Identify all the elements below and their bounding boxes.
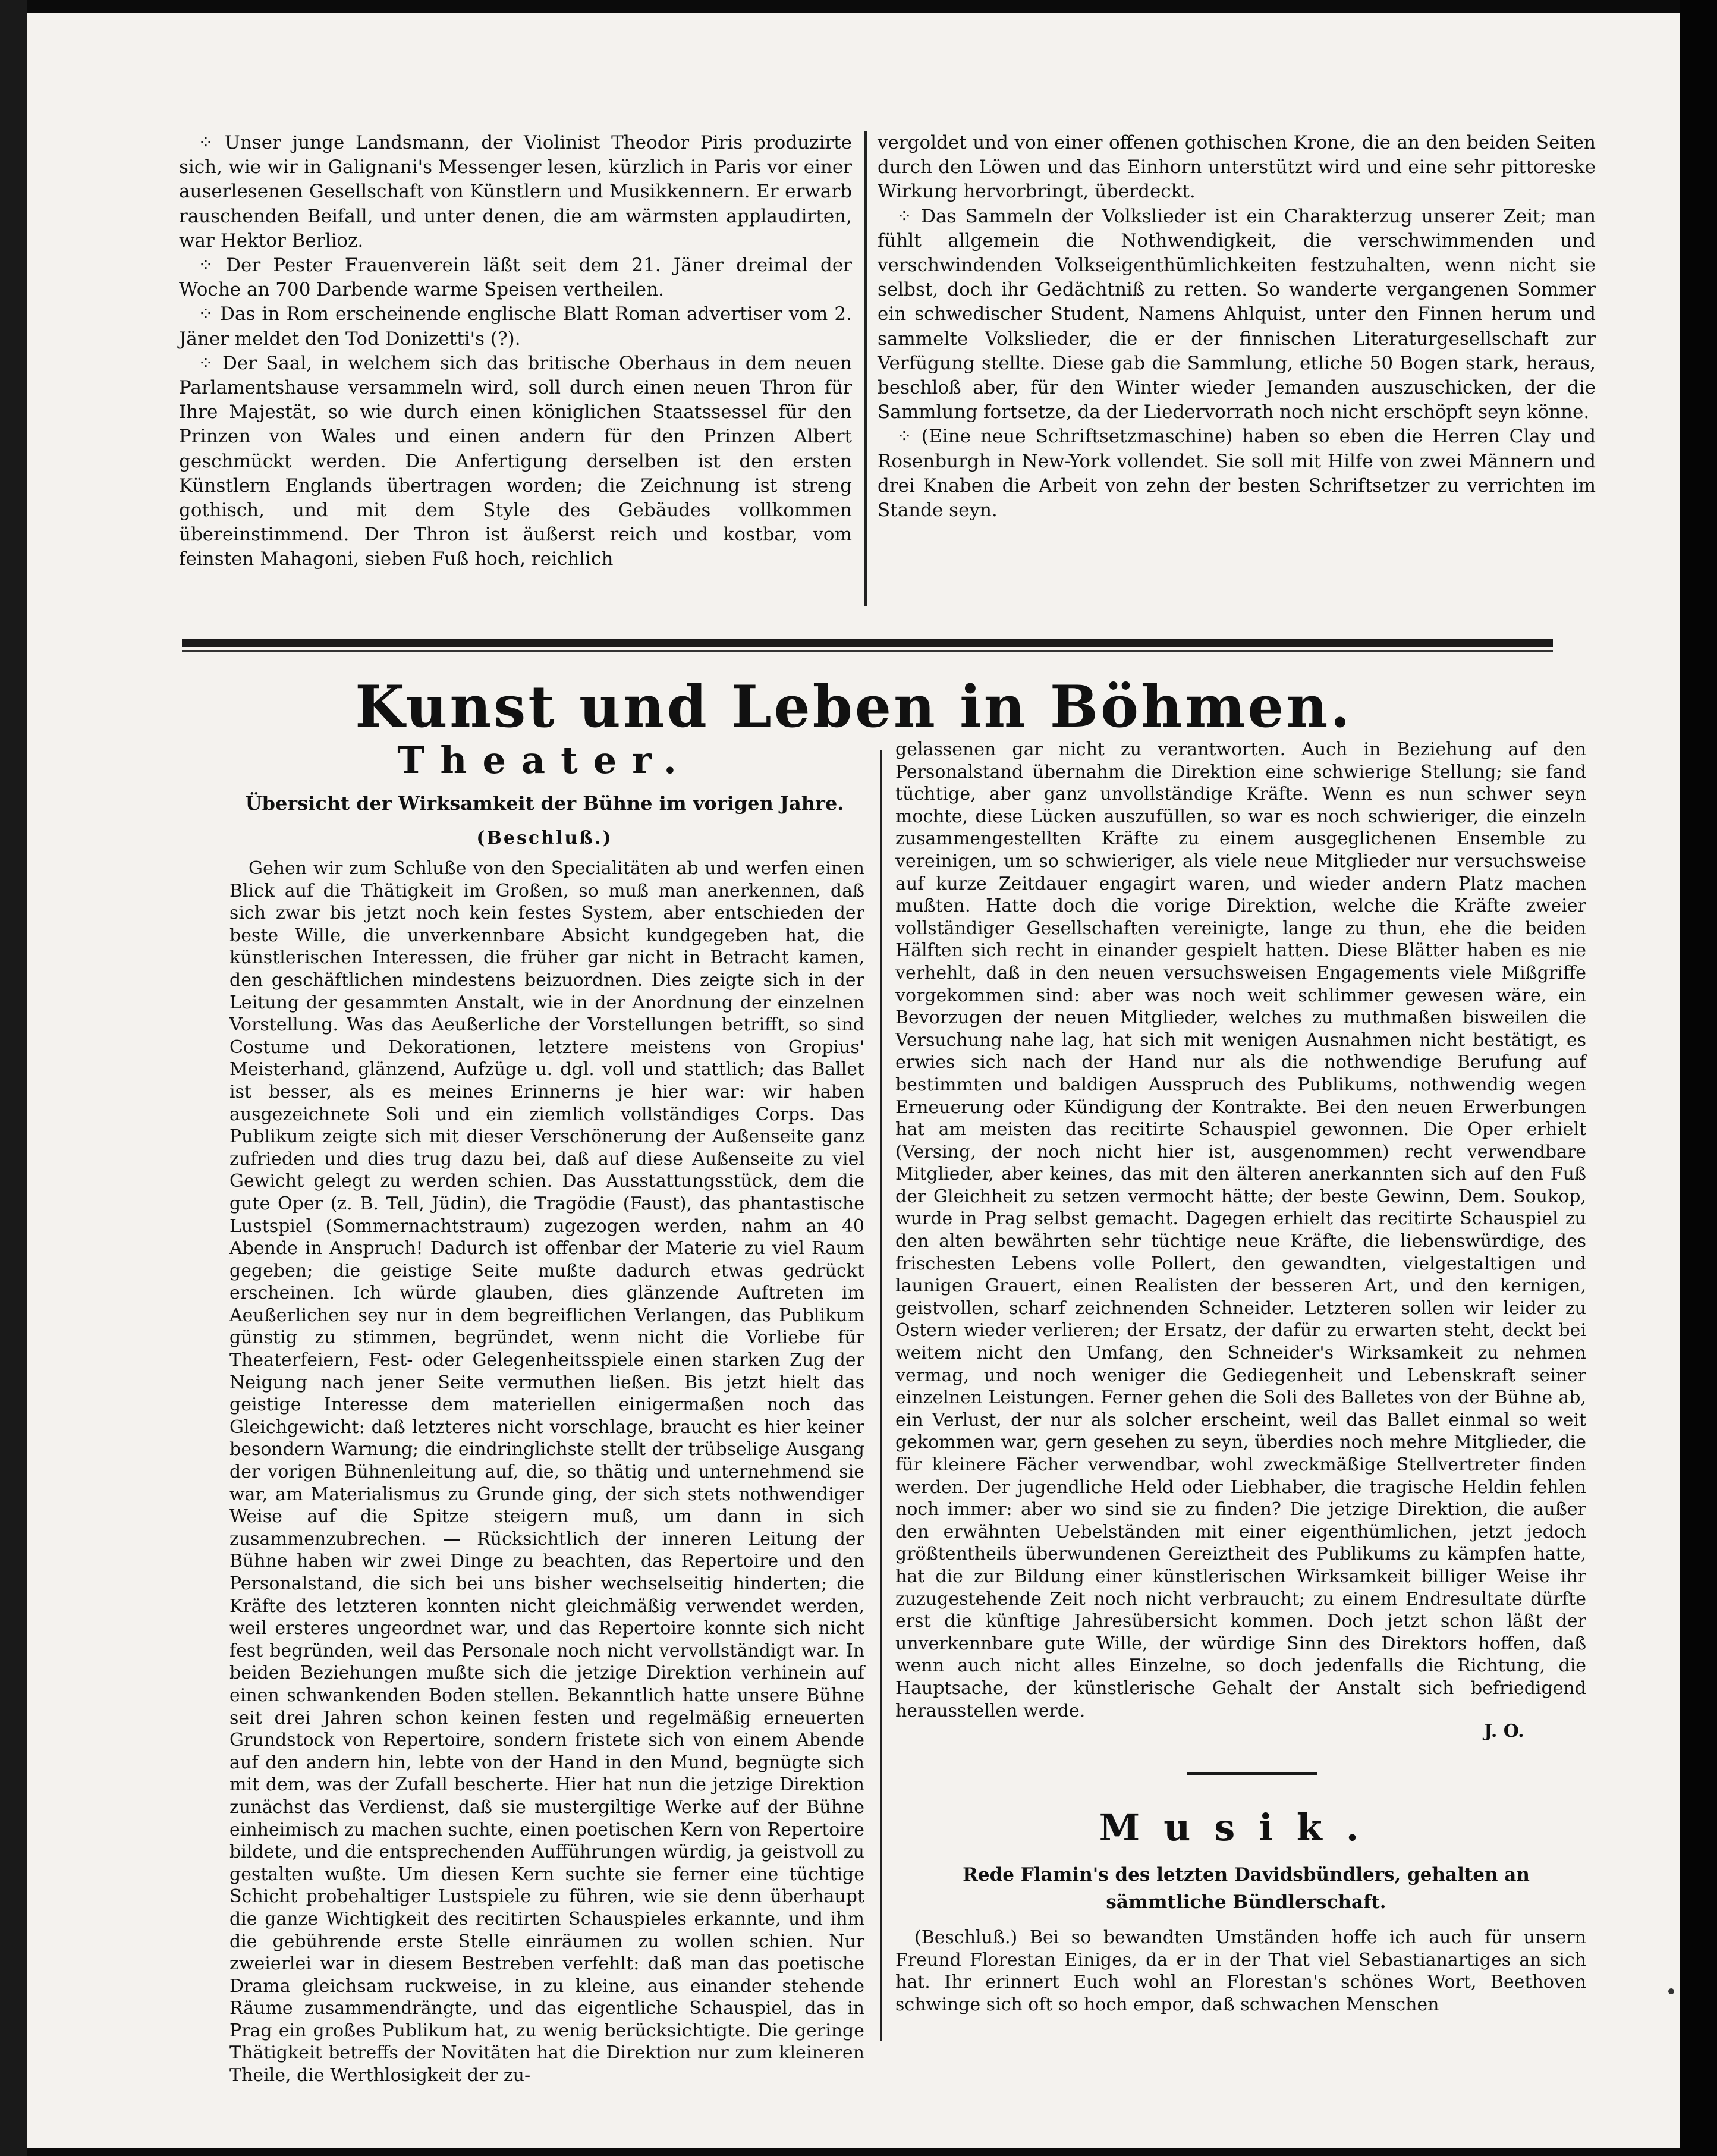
theater-heading: Theater.: [397, 738, 692, 782]
continued-label: (Beschluß.): [476, 828, 613, 848]
article-text: Gehen wir zum Schluße von den Specialitäten ab und werfen einen Blick auf die Thätigkeit im Großen, so muß man anerkennen, daß sich zwar bis jetzt noch kein festes System, aber entschieden der beste Wille, die unverkennbare Absicht kundgegeben hat, die künstlerischen Interessen, die früher gar nicht in Betracht kamen, den geschäftlichen mindestens beizuordnen. Dies zeigte sich in der Leitung der gesammten Anstalt, wie in der Anordnung der einzelnen Vorstellung. Was das Aeußerliche der Vorstellungen betrifft, so sind Costume und Dekorationen, letztere meistens von Gropius' Meisterhand, glänzend, Aufzüge u. dgl. voll und stattlich; das Ballet ist besser, als es meines Erinnerns je hier war: wir haben ausgezeichnete Soli und ein ziemlich vollständiges Corps. Das Publikum zeigte sich mit dieser Verschönerung der Außenseite ganz zufrieden und dies trug dazu bei, daß auf diese Außenseite zu viel Gewicht gelegt zu werden schien. Das Ausstattungsstück, dem die gute Oper (z. B. Tell, Jüdin), die Tragödie (Faust), das phantastische Lustspiel (Sommernachtstraum) zugezogen werden, nahm an 40 Abende in Anspruch! Dadurch ist offenbar der Materie zu viel Raum gegeben; die geistige Seite mußte dadurch etwas gedrückt erscheinen. Ich würde glauben, dies glänzende Auftreten im Aeußerlichen sey nur in dem begreiflichen Verlangen, das Publikum günstig zu stimmen, begründet, wenn nicht die Vorliebe für Theaterfeiern, Fest- oder Gelegenheitsspiele einen starken Zug der Neigung nach jener Seite vermuthen ließen. Bis jetzt hielt das geistige Interesse dem materiellen einigermaßen noch das Gleichgewicht: daß letzteres nicht vorschlage, braucht es hier keiner besondern Warnung; die eindringlichste stellt der trübselige Ausgang der vorigen Bühnenleitung auf, die, so thätig und unternehmend sie war, am Materialismus zu Grunde ging, der sich stets nothwendiger Weise auf die Spitze steigern muß, um dann in sich zusammenzubrechen. — Rücksichtlich der inneren Leitung der Bühne haben wir zwei Dinge zu beachten, das Repertoire und den Personalstand, die sich bei uns bisher wechselseitig hinderten; die Kräfte des letzteren konnten nicht gleichmäßig verwendet werden, weil ersteres ungeordnet war, und das Repertoire konnte sich nicht fest begründen, weil das Personale noch nicht vervollständigt war. In beiden Beziehungen mußte sich die jetzige Direktion verhinein auf einen schwankenden Boden stellen. Bekanntlich hatte unsere Bühne seit drei Jahren schon keinen festen und regelmäßig erneuerten Grundstock von Repertoire, sondern fristete sich von einem Abende auf den andern hin, lebte von der Hand in den Mund, begnügte sich mit dem, was der Zufall bescherte. Hier hat nun die jetzige Direktion zunächst das Verdienst, daß sie mustergiltige Werke auf der Bühne einheimisch zu machen suchte, einen poetischen Kern von Repertoire bildete, und die entsprechenden Aufführungen würdig, ja geistvoll zu gestalten wußte. Um diesen Kern suchte sie ferner eine tüchtige Schicht probehaltiger Lustspiele zu führen, wie sie denn überhaupt die ganze Wichtigkeit des recitirten Schauspieles erkannte, und ihm die gebührende erste Stelle einräumen zu wollen schien. Nur zweierlei war in diesem Bestreben verfehlt: daß man das poetische Drama gleichsam ruckweise, in zu kleine, aus einander stehende Räume zusammendrängte, und das eigentliche Schauspiel, das in Prag ein großes Publikum hat, zu wenig berücksichtigte. Die geringe Thätigkeit betreffs der Novitäten hat die Direktion nur zum kleineren Theile, die Werthlosigkeit der zu-: [229, 858, 864, 2086]
column-divider: [864, 131, 867, 606]
news-column-right: [878, 131, 1596, 606]
musik-subheading: Rede Flamin's des letzten Davidsbündlers, gehalten an sämmtliche Bündlerschaft.: [963, 1864, 1530, 1913]
news-item: ⁘ Das Sammeln der Volkslieder ist ein Charakterzug unserer Zeit; man fühlt allgemein die Nothwendigkeit, die verschwimmenden und verschwindenden Volkseigenthümlichkeiten festzuhalten, wenn nicht sie selbst, doch ihr Gedächtniß zu retten. So wanderte vergangenen Sommer ein schwedischer Student, Namens Ahlquist, unter den Finnen herum und sammelte Volkslieder, die er der finnischen Literaturgesellschaft zur Verfügung stellte. Diese gab die Sammlung, etliche 50 Bogen stark, heraus, beschloß aber, für den Winter wieder Jemanden auszuschicken, der die Sammlung fortsetze, da der Liedervorrath noch nicht erschöpft seyn könne.: [878, 205, 1596, 423]
ink-dot: [1668, 1988, 1674, 1994]
newspaper-page: [27, 13, 1680, 2148]
news-item: ⁘ Unser junge Landsmann, der Violinist Theodor Piris produzirte sich, wie wir in Galignani's Messenger lesen, kürzlich in Paris vor einer auserlesenen Gesellschaft von Künstlern und Musikkennern. Er erwarb rauschenden Beifall, und unter denen, die am wärmsten applaudirten, war Hektor Berlioz.: [179, 132, 852, 252]
news-item: vergoldet und von einer offenen gothischen Krone, die an den beiden Seiten durch den Löwen und das Einhorn unterstützt wird und eine sehr pittoreske Wirkung hervorbringt, überdeckt.: [878, 132, 1596, 203]
article-text: gelassenen gar nicht zu verantworten. Auch in Beziehung auf den Personalstand übernahm die Direktion eine schwierige Stellung; sie fand tüchtige, aber ganz unvollständige Kräfte. Wenn es nun schwer seyn mochte, diese Lücken auszufüllen, so war es noch schwieriger, die einzeln zusammengestellten Kräfte zu einem ausgeglichenen Ensemble zu vereinigen, um so schwieriger, als viele neue Mitglieder nur versuchsweise auf kurze Zeitdauer engagirt waren, und wieder andern Platz machen mußten. Hatte doch die vorige Direktion, welche die Kräfte zweier vollständiger Gesellschaften vereinigte, lange zu thun, ehe die beiden Hälften sich recht in einander gespielt hatten. Diese Blätter haben es nie verhehlt, daß in den neuen versuchsweisen Engagements viele Mißgriffe vorgekommen sind: aber was noch weit schlimmer gewesen wäre, ein Bevorzugen der neuen Mitglieder, welches zu muthmaßen bisweilen die Versuchung nahe lag, hat sich mit wenigen Ausnahmen nicht bestätigt, es erwies sich nach der Hand nur als die nothwendige Berufung auf bestimmten und baldigen Ausspruch des Publikums, nothwendig wegen Erneuerung oder Kündigung der Kontrakte. Bei den neuen Erwerbungen hat am meisten das recitirte Schauspiel gewonnen. Die Oper erhielt (Versing, der noch nicht hier ist, ausgenommen) recht verwendbare Mitglieder, aber keines, das mit den älteren anerkannten sich auf den Fuß der Gleichheit zu setzen vermocht hätte; der beste Gewinn, Dem. Soukop, wurde in Prag selbst gemacht. Dagegen erhielt das recitirte Schauspiel zu den alten bewährten sehr tüchtige neue Kräfte, die liebenswürdige, des frischesten Lebens volle Pollert, den gewandten, vielgestaltigen und launigen Grauert, einen Realisten der besseren Art, und den kernigen, geistvollen, scharf zeichnenden Schneider. Letzteren sollen wir leider zu Ostern wieder verlieren; der Ersatz, der dafür zu erwarten steht, deckt bei weitem nicht den Umfang, den Schneider's Wirksamkeit zu nehmen vermag, und noch weniger die Gediegenheit und Lebenskraft seiner einzelnen Leistungen. Ferner gehen die Soli des Balletes von der Bühne ab, ein Verlust, der nur als solcher erscheint, weil das Ballet einmal so weit gekommen war, gern gesehen zu seyn, überdies noch mehre Mitglieder, die für kleinere Fächer verwendbar, wohl zweckmäßige Stellvertreter finden werden. Der jugendliche Held oder Liebhaber, die tragische Heldin fehlen noch immer: aber wo sind sie zu finden? Die jetzige Direktion, die außer den erwähnten Uebelständen mit einer eigenthümlichen, jetzt jedoch größtentheils überwundenen Gereiztheit des Publikums zu kämpfen hatte, hat die zur Bildung einer künstlerischen Wirksamkeit billiger Weise ihr zuzugestehende Zeit noch nicht verbraucht; zu einem Endresultate dürfte erst die künftige Jahresübersicht kommen. Doch jetzt schon läßt der unverkennbare gute Wille, der würdige Sinn des Direktors hoffen, daß wenn auch nicht alles Einzelne, so doch jedenfalls die Richtung, die Hauptsache, der künstlerische Gehalt der Anstalt sich befriedigend herausstellen werde.: [895, 739, 1586, 1721]
news-item: ⁘ (Eine neue Schriftsetzmaschine) haben so eben die Herren Clay und Rosenburgh in New-York vollendet. Sie soll mit Hilfe von zwei Männern und drei Knaben die Arbeit von zehn der besten Schriftsetzer zu verrichten im Stande seyn.: [878, 426, 1596, 521]
article-text: (Beschluß.) Bei so bewandten Umständen hoffe ich auch für unsern Freund Florestan Einiges, da er in der That viel Sebastianartiges an sich hat. Ihr erinnert Euch wohl an Florestan's schönes Wort, Beethoven schwinge sich oft so hoch empor, daß schwachen Menschen: [895, 1927, 1586, 2015]
section-rule-thin: [182, 650, 1553, 652]
news-item: ⁘ Das in Rom erscheinende englische Blatt Roman advertiser vom 2. Jäner meldet den Tod Donizetti's (?).: [179, 303, 852, 350]
news-column-left: [179, 131, 852, 606]
scan-edge-right: [1680, 0, 1717, 2156]
scan-edge-left: [0, 0, 27, 2156]
section-title: Kunst und Leben in Böhmen.: [355, 673, 1353, 740]
author-signature: J. O.: [1484, 1721, 1524, 1742]
column-divider-main: [880, 750, 882, 2041]
section-rule: [182, 639, 1553, 647]
article-column-left: [229, 857, 864, 2086]
musik-heading: Musik.: [1099, 1806, 1383, 1849]
news-item: ⁘ Der Saal, in welchem sich das britische Oberhaus in dem neuen Parlamentshause versammeln wird, soll durch einen neuen Thron für Ihre Majestät, so wie durch einen königlichen Staatssessel für den Prinzen von Wales und einen andern für den Prinzen Albert geschmückt werden. Die Anfertigung derselben ist den ersten Künstlern Englands übertragen worden; die Zeichnung ist streng gothisch, und mit dem Style des Gebäudes vollkommen übereinstimmend. Der Thron ist äußerst reich und kostbar, vom feinsten Mahagoni, sieben Fuß hoch, reichlich: [179, 352, 852, 570]
musik-article: [895, 1926, 1586, 2034]
theater-subheading: Übersicht der Wirksamkeit der Bühne im vorigen Jahre.: [245, 792, 844, 815]
news-item: ⁘ Der Pester Frauenverein läßt seit dem 21. Jäner dreimal der Woche an 700 Darbende warme Speisen vertheilen.: [179, 254, 852, 301]
article-column-right: [895, 738, 1586, 1743]
article-separator: [1187, 1772, 1317, 1775]
